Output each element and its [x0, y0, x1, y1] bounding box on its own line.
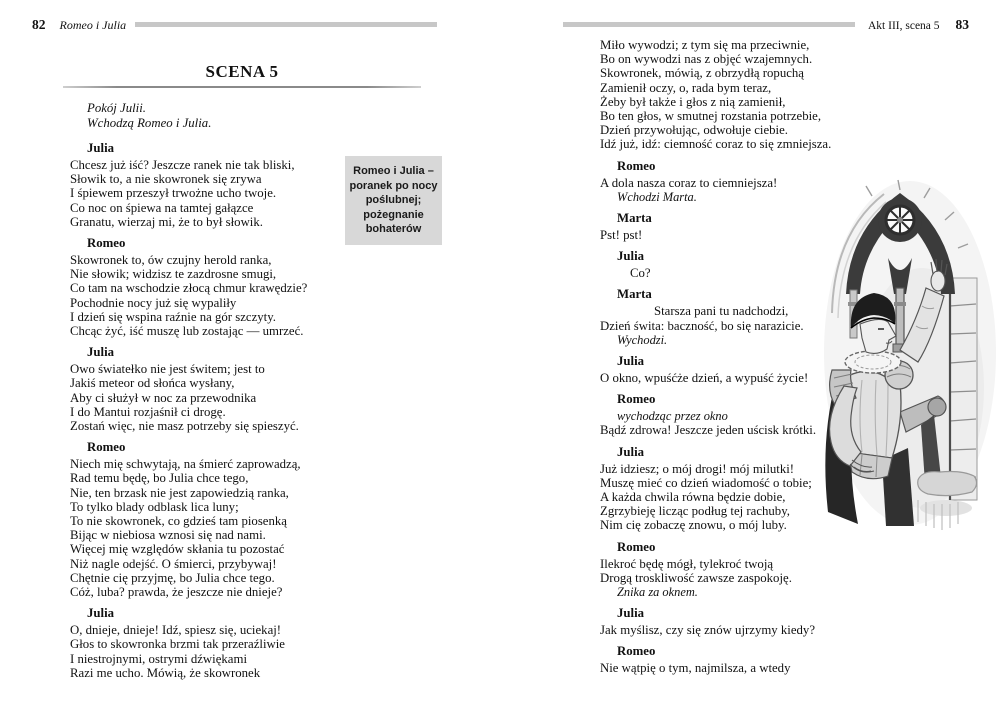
verse-line: Cóż, luba? prawda, że jeszcze nie dnieje?	[70, 585, 283, 600]
verse-line: O, dnieje, dnieje! Idź, spiesz się, uciekaj!	[70, 623, 282, 638]
stage-direction: Wychodzi.	[617, 332, 668, 347]
verse-line: Głos to skowronka brzmi tak przeraźliwie	[70, 637, 285, 652]
verse-line: I do Mantui rozjaśnił ci drogę.	[70, 404, 226, 419]
verse-line: Bo ten głos, w smutnej rozstania potrzebie,	[600, 109, 822, 124]
speaker-name: Julia	[617, 606, 645, 621]
verse-line: Nie słowik; widzisz te zazdrosne smugi,	[70, 267, 277, 282]
speech-block	[600, 540, 950, 600]
verse-line: Dzień świta: baczność, bo się narazicie.	[600, 318, 804, 333]
stage-direction: wychodząc przez okno	[617, 409, 728, 424]
speaker-name: Julia	[87, 141, 115, 155]
speaker-name: Julia	[617, 249, 645, 264]
header-rule	[135, 22, 437, 27]
speaker-name: Romeo	[617, 392, 656, 407]
verse-line: Chętnie cię przyjmę, bo Julia chce tego.	[70, 570, 275, 585]
verse-line: Bijąc w niebiosa wznosi się nad nami.	[70, 528, 266, 543]
verse-line: Zgrzybieję licząc podług tej rachuby,	[600, 504, 790, 519]
speech-block	[600, 38, 950, 152]
verse-line: To tylko blady odblask lica luny;	[70, 499, 239, 514]
verse-line: Zostań więc, nie masz potrzeby się spieszyć.	[70, 419, 299, 434]
verse-line: Miło wywodzi; z tym się ma przeciwnie,	[600, 38, 810, 52]
speech-block	[70, 236, 370, 338]
stage-direction: Wchodzi Marta.	[617, 189, 697, 204]
speaker-name: Marta	[617, 211, 652, 226]
verse-line: Ilekroć będę mógł, tylekroć twoją	[600, 556, 774, 571]
page-number: 82	[32, 17, 46, 32]
stage-direction: Wchodzą Romeo i Julia.	[87, 116, 212, 130]
left-running-header	[32, 16, 126, 34]
verse-line: I dzień się wspina raźnie na gór szczyty.	[70, 309, 276, 324]
right-page	[500, 0, 1000, 712]
speech-block	[70, 606, 370, 680]
verse-line: Więcej mię względów skłania tu pozostać	[70, 542, 285, 557]
verse-line: Skowronek, mówią, z obrzydłą ropuchą	[600, 66, 804, 81]
verse-line: To nie skowronek, co gdzieś tam piosenką	[70, 514, 287, 529]
verse-line: Niech mię schwytają, na śmierć zaprowadzą,	[70, 457, 301, 472]
romeo-window-illustration	[822, 178, 1000, 544]
verse-line: Jak myślisz, czy się znów ujrzymy kiedy?	[600, 623, 816, 638]
speaker-name: Romeo	[617, 158, 656, 173]
speech-block	[70, 345, 370, 433]
verse-line: Drogą troskliwość zawsze zaspokoję.	[600, 570, 792, 585]
verse-line: Żeby był także i głos z nią zamienił,	[600, 94, 786, 109]
verse-line: Co?	[630, 266, 651, 281]
stage-direction: Pokój Julii.	[87, 101, 146, 115]
running-title: Romeo i Julia	[59, 18, 127, 32]
speaker-name: Marta	[617, 287, 652, 302]
running-title: Akt III, scena 5	[868, 20, 940, 32]
verse-line: Co noc on śpiewa na tamtej gałązce	[70, 200, 254, 215]
verse-line: Owo światełko nie jest świtem; jest to	[70, 362, 265, 377]
verse-line: Granatu, wierzaj mi, że to był słowik.	[70, 214, 263, 229]
opening-stage-directions	[87, 101, 211, 131]
scene-heading	[63, 62, 421, 88]
verse-line: Już idziesz; o mój drogi! mój milutki!	[600, 461, 795, 476]
verse-line: Rad temu będę, bo Julia chce tego,	[70, 471, 249, 486]
speaker-name: Julia	[617, 354, 645, 369]
verse-line: Bądź zdrowa! Jeszcze jeden uścisk krótki.	[600, 423, 817, 438]
verse-line: Idź już, idź: ciemność coraz to się zmniejsza.	[600, 137, 832, 152]
speaker-name: Romeo	[87, 440, 126, 455]
verse-line: Chcąc żyć, iść muszę lub zostając — umrzeć.	[70, 324, 304, 339]
stage-direction: Znika za oknem.	[617, 585, 698, 600]
scene-title: SCENA 5	[205, 62, 279, 81]
speaker-name: Julia	[87, 345, 115, 360]
verse-line: Bo on wywodzi nas z objęć wzajemnych.	[600, 52, 813, 67]
verse-line: Jakiś meteor od słońca wysłany,	[70, 376, 235, 391]
speech-block	[600, 606, 950, 637]
verse-line: Razi me ucho. Mówią, że skowronek	[70, 665, 261, 680]
page-number: 83	[955, 17, 970, 32]
left-text-column	[70, 141, 370, 680]
right-running-header	[868, 16, 969, 34]
verse-line: O okno, wpuśćże dzień, a wypuść życie!	[600, 371, 809, 386]
speech-block	[70, 440, 370, 599]
header-rule	[563, 22, 855, 27]
speaker-name: Julia	[87, 606, 115, 621]
speaker-name: Romeo	[617, 539, 656, 554]
verse-line: Niż nagle odejść. O śmierci, przybywaj!	[70, 556, 277, 571]
verse-line: Słowik to, a nie skowronek się zrywa	[70, 172, 262, 187]
speech-block	[600, 644, 950, 675]
verse-line: I śpiewem przeszył trwożne ucho twoje.	[70, 186, 277, 201]
verse-line: Pst! pst!	[600, 228, 643, 243]
scene-rule	[63, 86, 421, 88]
verse-line: Chcesz już iść? Jeszcze ranek nie tak bliski,	[70, 158, 295, 172]
verse-line: Co tam na wschodzie złocą chmur krawędzie?	[70, 281, 308, 296]
verse-line: Nie, ten brzask nie jest zapowiedzią ranka,	[70, 485, 289, 500]
verse-line: Zamienił oczy, o, rada bym teraz,	[600, 80, 772, 95]
speaker-name: Romeo	[87, 236, 126, 251]
verse-line: Nie wątpię o tym, najmilsza, a wtedy	[600, 661, 791, 676]
verse-line: Dzień przywołując, odwołuje ciebie.	[600, 123, 788, 138]
verse-line: Pochodnie nocy już się wypaliły	[70, 295, 237, 310]
margin-note: Romeo i Julia – poranek po nocy poślubnej; pożegnanie bohaterów	[345, 156, 442, 245]
verse-line: Nim cię zobaczę znowu, o mój luby.	[600, 518, 787, 533]
verse-line: Muszę mieć co dzień wiadomość o tobie;	[600, 475, 812, 490]
verse-line: Skowronek to, ów czujny herold ranka,	[70, 253, 272, 268]
verse-line: I niestrojnymi, ostrymi dźwiękami	[70, 651, 247, 666]
speaker-name: Julia	[617, 444, 645, 459]
speaker-name: Romeo	[617, 644, 656, 659]
verse-line: Starsza pani tu nadchodzi,	[654, 304, 789, 319]
speech-block	[70, 141, 370, 229]
verse-line: A dola nasza coraz to ciemniejsza!	[600, 175, 778, 190]
verse-line: A każda chwila równa będzie dobie,	[600, 490, 786, 505]
verse-line: Aby ci służył w noc za przewodnika	[70, 390, 257, 405]
